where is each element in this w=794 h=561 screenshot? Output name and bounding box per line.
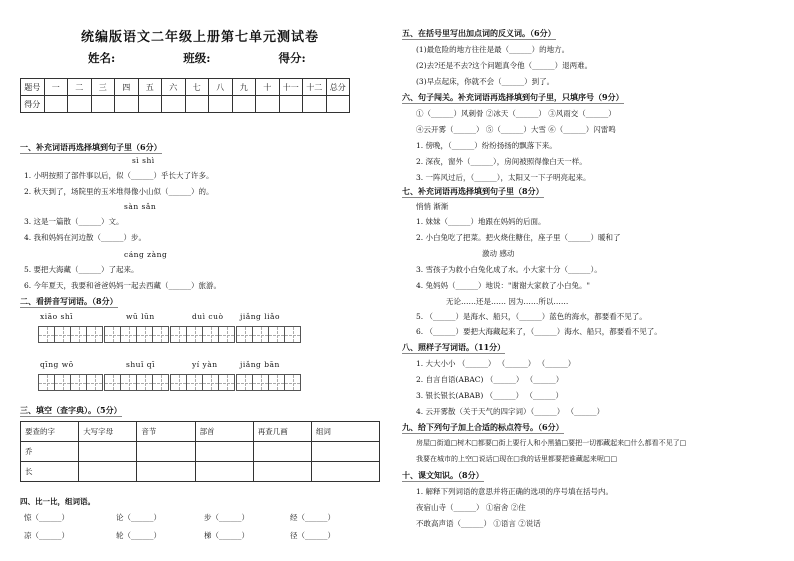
score-value-row xyxy=(21,96,350,113)
s7-word-choices: 悄悄 渐渐 xyxy=(416,202,449,211)
score-header-cell: 四 xyxy=(115,79,139,96)
compare-item: 轮（______） xyxy=(116,531,161,540)
writing-grid[interactable] xyxy=(38,326,102,343)
s7-line1: 1. 妹妹（______）地跟在妈妈的后面。 xyxy=(416,217,546,226)
score-input-cell[interactable] xyxy=(256,96,280,113)
s10-line1: 1. 解释下列词语的意思并将正确的选项的序号填在括号内。 xyxy=(416,487,614,496)
score-label: 得分: xyxy=(278,51,306,65)
s1-line2: 2. 秋天到了，场院里的玉米堆得像小山似（______）的。 xyxy=(24,187,214,196)
s6-words1: ①（______）风刺骨 ②冰天（______） ③风雨交（______） xyxy=(416,109,616,118)
score-header-cell: 十二 xyxy=(303,79,327,96)
section-1-title: 一、补充词语再选择填到句子里（6分） xyxy=(20,142,162,152)
dict-header-row: 要查的字 大写字母 音节 部首 再查几画 组词 xyxy=(21,422,380,442)
score-header-cell: 十一 xyxy=(279,79,303,96)
s1-line5: 5. 要把大海藏（______）了起来。 xyxy=(24,265,139,274)
name-label: 姓名: xyxy=(88,51,116,65)
score-input-cell[interactable] xyxy=(209,96,233,113)
score-header-cell: 总分 xyxy=(326,79,350,96)
s7-line5: 5. （______）是海水、船只，（______）蓝色的海水，都要看不见了。 xyxy=(416,312,647,321)
s6-words2: ④云开雾（______） ⑤（______）大雪 ⑥（______）闪雷鸣 xyxy=(416,125,616,134)
score-input-cell[interactable] xyxy=(162,96,186,113)
s6-line2: 2. 深夜，窗外（______），房间被照得像白天一样。 xyxy=(416,157,587,166)
pinyin-item: jiǎng liǎo xyxy=(240,312,280,321)
compare-item: 梯（______） xyxy=(204,531,249,540)
compare-item: 经（______） xyxy=(290,513,335,522)
s7-line6: 6. （______）要把大海藏起来了，（______）海水、船只，都要看不见了。 xyxy=(416,327,662,336)
score-input-cell[interactable] xyxy=(68,96,92,113)
score-row-label: 得分 xyxy=(21,96,45,113)
writing-grid[interactable] xyxy=(104,326,168,343)
score-header-cell: 九 xyxy=(232,79,256,96)
s8-line1: 1. 大大小小 （______） （______） （______） xyxy=(416,359,576,368)
s9-line2: 我要在城市的上空□说话□现在□我的话里都要把谁藏起来呢□□ xyxy=(416,455,618,463)
s6-line1: 1. 傍晚，（______）纷纷扬扬的飘落下来。 xyxy=(416,141,557,150)
pinyin-item: qīng wō xyxy=(40,360,74,369)
section-9-title: 九、给下列句子加上合适的标点符号。（6分） xyxy=(402,422,564,432)
section-10-title: 十、课文知识。（8分） xyxy=(402,470,484,480)
s8-line3: 3. 银长银长(ABAB) （______） （______） xyxy=(416,391,564,400)
s8-line4: 4. 云开雾散（关于天气的四字词）（______） （______） xyxy=(416,407,605,416)
pinyin-row: sàn sǎn xyxy=(124,202,157,211)
dictionary-table xyxy=(20,421,380,482)
compare-item: 步（______） xyxy=(204,513,249,522)
score-input-cell[interactable] xyxy=(303,96,327,113)
s5-line1: (1)最危险的地方往往是最（______）的地方。 xyxy=(416,45,570,54)
compare-item: 径（______） xyxy=(290,531,335,540)
s7-word-choices: 激动 感动 xyxy=(482,249,515,258)
pinyin-row: cáng zàng xyxy=(124,250,168,259)
s7-word-choices: 无论……还是…… 因为……所以…… xyxy=(446,297,569,306)
s7-line2: 2. 小白兔吃了把菜。把火烧住糖住，座子里（______）暖和了 xyxy=(416,233,621,242)
s5-line2: (2)去?还是不去?这个问题真令他（______）退两难。 xyxy=(416,61,593,70)
s7-line3: 3. 雪孩子为救小白兔化成了水。小大家十分（______）。 xyxy=(416,265,602,274)
score-input-cell[interactable] xyxy=(115,96,139,113)
pinyin-row: sì shì xyxy=(132,156,155,165)
pinyin-item: shuǐ qī xyxy=(126,360,155,369)
pinyin-item: jiǎng bān xyxy=(240,360,280,369)
student-info-bar xyxy=(88,50,370,66)
score-header-cell: 题号 xyxy=(21,79,45,96)
score-input-cell[interactable] xyxy=(326,96,350,113)
score-input-cell[interactable] xyxy=(91,96,115,113)
compare-item: 凉（______） xyxy=(24,531,69,540)
s8-line2: 2. 自言自语(ABAC) （______） （______） xyxy=(416,375,564,384)
class-label: 班级: xyxy=(183,51,211,65)
writing-grid[interactable] xyxy=(236,326,300,343)
score-input-cell[interactable] xyxy=(279,96,303,113)
score-header-cell: 十 xyxy=(256,79,280,96)
s1-line4: 4. 我和妈妈在河边散（______）步。 xyxy=(24,233,147,242)
score-table xyxy=(20,78,350,113)
score-header-row xyxy=(21,79,350,96)
score-header-cell: 二 xyxy=(68,79,92,96)
compare-item: 惊（______） xyxy=(24,513,69,522)
writing-grid[interactable] xyxy=(38,374,102,391)
score-header-cell: 七 xyxy=(185,79,209,96)
score-input-cell[interactable] xyxy=(185,96,209,113)
section-7-title: 七、补充词语再选择填到句子里（8分） xyxy=(402,186,544,196)
section-5-title: 五、在括号里写出加点词的反义词。（6分） xyxy=(402,28,556,38)
compare-item: 论（______） xyxy=(116,513,161,522)
pinyin-item: wū lūn xyxy=(126,312,155,321)
writing-grid[interactable] xyxy=(104,374,168,391)
pinyin-item: yí yàn xyxy=(192,360,218,369)
s1-line3: 3. 这是一篇散（______）文。 xyxy=(24,217,124,226)
dict-row: 长 xyxy=(21,462,380,482)
section-4-title: 四、比一比，组词语。 xyxy=(20,497,95,506)
score-header-cell: 一 xyxy=(44,79,68,96)
s1-line1: 1. 小明按照了部件事以后，似（______）乎长大了许多。 xyxy=(24,171,214,180)
score-header-cell: 三 xyxy=(91,79,115,96)
section-3-title: 三、填空（查字典）。（5分） xyxy=(20,405,122,415)
s5-line3: (3)早点起床，你就不会（______）到了。 xyxy=(416,77,555,86)
section-6-title: 六、句子闯关。补充词语再选择填到句子里，只填序号（9分） xyxy=(402,92,624,102)
s1-line6: 6. 今年夏天，我要和爸爸妈妈一起去西藏（______）旅游。 xyxy=(24,281,222,290)
score-input-cell[interactable] xyxy=(138,96,162,113)
s6-line3: 3. 一阵风过后，（______），太阳又一下子明亮起来。 xyxy=(416,173,591,182)
section-8-title: 八、照样子写词语。（11分） xyxy=(402,342,506,352)
score-header-cell: 五 xyxy=(138,79,162,96)
score-header-cell: 六 xyxy=(162,79,186,96)
dict-row: 乔 xyxy=(21,442,380,462)
writing-grid[interactable] xyxy=(236,374,300,391)
score-input-cell[interactable] xyxy=(232,96,256,113)
score-input-cell[interactable] xyxy=(44,96,68,113)
s10-line3: 不敢高声语（______） ①语言 ②说话 xyxy=(416,519,541,528)
page-title: 统编版语文二年级上册第七单元测试卷 xyxy=(80,30,319,45)
pinyin-item: xiāo shī xyxy=(40,312,74,321)
pinyin-item: duì cuò xyxy=(192,312,224,321)
s9-line1: 房屋□街道□树木□都要□街上要行人和小黑猫□要把一切都藏起来□什么都看不见了□ xyxy=(416,439,687,447)
s10-line2: 夜宿山寺（______） ①宿舍 ②住 xyxy=(416,503,526,512)
score-header-cell: 八 xyxy=(209,79,233,96)
writing-grid[interactable] xyxy=(170,326,234,343)
section-2-title: 二、看拼音写词语。（8分） xyxy=(20,296,118,306)
s7-line4: 4. 兔妈妈（______）地说："谢谢大家救了小白兔。" xyxy=(416,281,590,290)
writing-grid[interactable] xyxy=(170,374,234,391)
